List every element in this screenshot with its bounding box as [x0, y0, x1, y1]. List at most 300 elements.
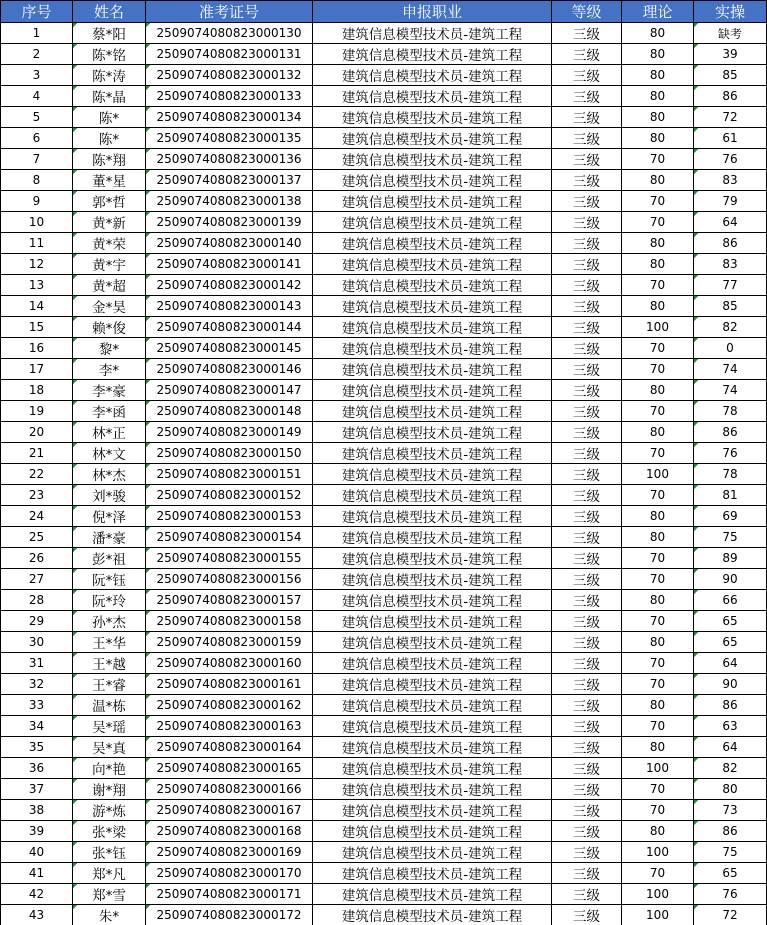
cell-practical: 75: [694, 842, 767, 863]
cell-occupation: 建筑信息模型技术员-建筑工程: [313, 779, 552, 800]
cell-practical: 78: [694, 464, 767, 485]
cell-exam-id: 2509074080823000155: [146, 548, 313, 569]
cell-occupation: 建筑信息模型技术员-建筑工程: [313, 506, 552, 527]
cell-occupation: 建筑信息模型技术员-建筑工程: [313, 338, 552, 359]
cell-practical: 79: [694, 191, 767, 212]
cell-occupation: 建筑信息模型技术员-建筑工程: [313, 44, 552, 65]
cell-practical: 64: [694, 737, 767, 758]
cell-theory: 100: [622, 464, 694, 485]
cell-practical: 0: [694, 338, 767, 359]
cell-level: 三级: [552, 149, 622, 170]
cell-theory: 80: [622, 296, 694, 317]
cell-occupation: 建筑信息模型技术员-建筑工程: [313, 128, 552, 149]
cell-exam-id: 2509074080823000160: [146, 653, 313, 674]
cell-name: 陈*翔: [73, 149, 146, 170]
table-row: [1, 548, 767, 569]
header-seq: 序号: [1, 1, 73, 23]
cell-seq: 31: [1, 653, 73, 674]
cell-theory: 80: [622, 737, 694, 758]
cell-theory: 70: [622, 716, 694, 737]
cell-seq: 9: [1, 191, 73, 212]
cell-exam-id: 2509074080823000146: [146, 359, 313, 380]
cell-exam-id: 2509074080823000153: [146, 506, 313, 527]
cell-occupation: 建筑信息模型技术员-建筑工程: [313, 464, 552, 485]
cell-occupation: 建筑信息模型技术员-建筑工程: [313, 422, 552, 443]
cell-occupation: 建筑信息模型技术员-建筑工程: [313, 65, 552, 86]
table-row: [1, 212, 767, 233]
cell-seq: 23: [1, 485, 73, 506]
cell-exam-id: 2509074080823000157: [146, 590, 313, 611]
cell-name: 黄*宇: [73, 254, 146, 275]
table-row: [1, 254, 767, 275]
table-row: [1, 653, 767, 674]
table-body: [1, 23, 767, 925]
cell-level: 三级: [552, 548, 622, 569]
cell-exam-id: 2509074080823000140: [146, 233, 313, 254]
cell-seq: 38: [1, 800, 73, 821]
cell-seq: 34: [1, 716, 73, 737]
cell-practical: 64: [694, 212, 767, 233]
cell-level: 三级: [552, 842, 622, 863]
cell-occupation: 建筑信息模型技术员-建筑工程: [313, 23, 552, 44]
cell-level: 三级: [552, 821, 622, 842]
cell-practical: 65: [694, 611, 767, 632]
cell-level: 三级: [552, 884, 622, 905]
cell-occupation: 建筑信息模型技术员-建筑工程: [313, 254, 552, 275]
cell-name: 吴*真: [73, 737, 146, 758]
cell-practical: 89: [694, 548, 767, 569]
cell-occupation: 建筑信息模型技术员-建筑工程: [313, 842, 552, 863]
cell-theory: 80: [622, 590, 694, 611]
cell-practical: 39: [694, 44, 767, 65]
cell-theory: 70: [622, 401, 694, 422]
cell-name: 彭*祖: [73, 548, 146, 569]
cell-occupation: 建筑信息模型技术员-建筑工程: [313, 296, 552, 317]
cell-exam-id: 2509074080823000136: [146, 149, 313, 170]
cell-theory: 80: [622, 632, 694, 653]
cell-seq: 7: [1, 149, 73, 170]
cell-theory: 80: [622, 107, 694, 128]
cell-level: 三级: [552, 695, 622, 716]
cell-exam-id: 2509074080823000159: [146, 632, 313, 653]
cell-level: 三级: [552, 191, 622, 212]
cell-theory: 70: [622, 212, 694, 233]
cell-level: 三级: [552, 464, 622, 485]
cell-level: 三级: [552, 422, 622, 443]
cell-seq: 10: [1, 212, 73, 233]
cell-practical: 76: [694, 443, 767, 464]
table-row: [1, 905, 767, 925]
cell-level: 三级: [552, 905, 622, 925]
cell-name: 阮*玲: [73, 590, 146, 611]
cell-theory: 70: [622, 359, 694, 380]
cell-occupation: 建筑信息模型技术员-建筑工程: [313, 359, 552, 380]
table-row: [1, 338, 767, 359]
cell-practical: 76: [694, 884, 767, 905]
cell-seq: 5: [1, 107, 73, 128]
cell-theory: 70: [622, 149, 694, 170]
cell-level: 三级: [552, 443, 622, 464]
header-theory: 理论: [622, 1, 694, 23]
cell-seq: 19: [1, 401, 73, 422]
cell-name: 王*华: [73, 632, 146, 653]
cell-occupation: 建筑信息模型技术员-建筑工程: [313, 275, 552, 296]
cell-exam-id: 2509074080823000139: [146, 212, 313, 233]
table-row: [1, 485, 767, 506]
cell-practical: 86: [694, 695, 767, 716]
cell-name: 向*艳: [73, 758, 146, 779]
cell-exam-id: 2509074080823000147: [146, 380, 313, 401]
cell-name: 陈*晶: [73, 86, 146, 107]
cell-seq: 20: [1, 422, 73, 443]
cell-exam-id: 2509074080823000161: [146, 674, 313, 695]
table-row: [1, 380, 767, 401]
cell-level: 三级: [552, 317, 622, 338]
cell-exam-id: 2509074080823000151: [146, 464, 313, 485]
cell-occupation: 建筑信息模型技术员-建筑工程: [313, 317, 552, 338]
cell-level: 三级: [552, 128, 622, 149]
cell-exam-id: 2509074080823000142: [146, 275, 313, 296]
cell-level: 三级: [552, 653, 622, 674]
cell-exam-id: 2509074080823000165: [146, 758, 313, 779]
table-row: [1, 296, 767, 317]
cell-exam-id: 2509074080823000137: [146, 170, 313, 191]
cell-name: 陈*: [73, 107, 146, 128]
cell-practical: 74: [694, 359, 767, 380]
cell-name: 陈*: [73, 128, 146, 149]
cell-occupation: 建筑信息模型技术员-建筑工程: [313, 905, 552, 925]
table-row: [1, 464, 767, 485]
cell-level: 三级: [552, 170, 622, 191]
cell-seq: 6: [1, 128, 73, 149]
cell-practical: 72: [694, 905, 767, 925]
cell-occupation: 建筑信息模型技术员-建筑工程: [313, 632, 552, 653]
cell-exam-id: 2509074080823000135: [146, 128, 313, 149]
cell-occupation: 建筑信息模型技术员-建筑工程: [313, 548, 552, 569]
cell-level: 三级: [552, 758, 622, 779]
cell-exam-id: 2509074080823000164: [146, 737, 313, 758]
cell-theory: 80: [622, 23, 694, 44]
cell-exam-id: 2509074080823000168: [146, 821, 313, 842]
table-row: [1, 527, 767, 548]
cell-exam-id: 2509074080823000130: [146, 23, 313, 44]
cell-seq: 11: [1, 233, 73, 254]
cell-name: 谢*翔: [73, 779, 146, 800]
table-row: [1, 443, 767, 464]
cell-exam-id: 2509074080823000162: [146, 695, 313, 716]
cell-level: 三级: [552, 254, 622, 275]
cell-occupation: 建筑信息模型技术员-建筑工程: [313, 233, 552, 254]
cell-seq: 26: [1, 548, 73, 569]
cell-practical: 85: [694, 296, 767, 317]
cell-level: 三级: [552, 506, 622, 527]
cell-theory: 70: [622, 191, 694, 212]
cell-occupation: 建筑信息模型技术员-建筑工程: [313, 170, 552, 191]
cell-name: 李*: [73, 359, 146, 380]
table-row: [1, 632, 767, 653]
cell-seq: 29: [1, 611, 73, 632]
cell-seq: 27: [1, 569, 73, 590]
cell-seq: 39: [1, 821, 73, 842]
cell-name: 黄*荣: [73, 233, 146, 254]
cell-seq: 12: [1, 254, 73, 275]
cell-seq: 16: [1, 338, 73, 359]
table-row: [1, 107, 767, 128]
cell-seq: 15: [1, 317, 73, 338]
cell-exam-id: 2509074080823000170: [146, 863, 313, 884]
cell-occupation: 建筑信息模型技术员-建筑工程: [313, 590, 552, 611]
cell-level: 三级: [552, 296, 622, 317]
cell-seq: 17: [1, 359, 73, 380]
cell-seq: 37: [1, 779, 73, 800]
cell-exam-id: 2509074080823000138: [146, 191, 313, 212]
cell-theory: 100: [622, 905, 694, 925]
cell-name: 孙*杰: [73, 611, 146, 632]
cell-practical: 85: [694, 65, 767, 86]
cell-exam-id: 2509074080823000143: [146, 296, 313, 317]
cell-practical: 82: [694, 758, 767, 779]
cell-name: 郑*雪: [73, 884, 146, 905]
cell-seq: 24: [1, 506, 73, 527]
cell-seq: 36: [1, 758, 73, 779]
cell-theory: 100: [622, 317, 694, 338]
cell-theory: 70: [622, 779, 694, 800]
cell-name: 赖*俊: [73, 317, 146, 338]
table-row: [1, 737, 767, 758]
cell-seq: 1: [1, 23, 73, 44]
cell-level: 三级: [552, 212, 622, 233]
cell-occupation: 建筑信息模型技术员-建筑工程: [313, 527, 552, 548]
cell-theory: 70: [622, 863, 694, 884]
cell-seq: 14: [1, 296, 73, 317]
cell-theory: 70: [622, 569, 694, 590]
table-row: [1, 149, 767, 170]
cell-practical: 缺考: [694, 23, 767, 44]
cell-practical: 86: [694, 422, 767, 443]
cell-name: 张*钰: [73, 842, 146, 863]
cell-exam-id: 2509074080823000163: [146, 716, 313, 737]
cell-theory: 70: [622, 548, 694, 569]
cell-level: 三级: [552, 632, 622, 653]
table-row: [1, 317, 767, 338]
table-row: [1, 191, 767, 212]
cell-name: 董*星: [73, 170, 146, 191]
cell-theory: 70: [622, 443, 694, 464]
cell-name: 郭*哲: [73, 191, 146, 212]
cell-name: 张*梁: [73, 821, 146, 842]
table-row: [1, 506, 767, 527]
cell-level: 三级: [552, 107, 622, 128]
cell-level: 三级: [552, 401, 622, 422]
cell-occupation: 建筑信息模型技术员-建筑工程: [313, 884, 552, 905]
cell-exam-id: 2509074080823000152: [146, 485, 313, 506]
cell-exam-id: 2509074080823000154: [146, 527, 313, 548]
cell-theory: 80: [622, 695, 694, 716]
cell-practical: 69: [694, 506, 767, 527]
cell-theory: 70: [622, 338, 694, 359]
cell-seq: 42: [1, 884, 73, 905]
cell-practical: 81: [694, 485, 767, 506]
cell-exam-id: 2509074080823000144: [146, 317, 313, 338]
cell-practical: 75: [694, 527, 767, 548]
cell-level: 三级: [552, 716, 622, 737]
cell-seq: 22: [1, 464, 73, 485]
table-row: [1, 716, 767, 737]
table-row: [1, 884, 767, 905]
cell-occupation: 建筑信息模型技术员-建筑工程: [313, 569, 552, 590]
table-row: [1, 821, 767, 842]
header-level: 等级: [552, 1, 622, 23]
cell-occupation: 建筑信息模型技术员-建筑工程: [313, 863, 552, 884]
cell-exam-id: 2509074080823000148: [146, 401, 313, 422]
cell-level: 三级: [552, 611, 622, 632]
cell-name: 郑*凡: [73, 863, 146, 884]
cell-exam-id: 2509074080823000141: [146, 254, 313, 275]
cell-exam-id: 2509074080823000167: [146, 800, 313, 821]
cell-practical: 86: [694, 233, 767, 254]
cell-theory: 80: [622, 65, 694, 86]
cell-name: 倪*泽: [73, 506, 146, 527]
cell-seq: 41: [1, 863, 73, 884]
table-row: [1, 611, 767, 632]
cell-level: 三级: [552, 23, 622, 44]
cell-seq: 13: [1, 275, 73, 296]
cell-occupation: 建筑信息模型技术员-建筑工程: [313, 107, 552, 128]
cell-level: 三级: [552, 338, 622, 359]
table-row: [1, 800, 767, 821]
cell-theory: 80: [622, 170, 694, 191]
cell-exam-id: 2509074080823000150: [146, 443, 313, 464]
cell-level: 三级: [552, 737, 622, 758]
cell-level: 三级: [552, 800, 622, 821]
cell-occupation: 建筑信息模型技术员-建筑工程: [313, 695, 552, 716]
cell-name: 阮*钰: [73, 569, 146, 590]
cell-occupation: 建筑信息模型技术员-建筑工程: [313, 674, 552, 695]
cell-level: 三级: [552, 380, 622, 401]
cell-name: 黄*新: [73, 212, 146, 233]
table-row: [1, 128, 767, 149]
cell-occupation: 建筑信息模型技术员-建筑工程: [313, 653, 552, 674]
cell-seq: 35: [1, 737, 73, 758]
cell-name: 王*越: [73, 653, 146, 674]
cell-level: 三级: [552, 86, 622, 107]
cell-name: 黎*: [73, 338, 146, 359]
cell-theory: 70: [622, 485, 694, 506]
cell-exam-id: 2509074080823000134: [146, 107, 313, 128]
cell-practical: 90: [694, 569, 767, 590]
cell-seq: 25: [1, 527, 73, 548]
cell-theory: 80: [622, 422, 694, 443]
cell-practical: 66: [694, 590, 767, 611]
cell-level: 三级: [552, 674, 622, 695]
table-row: [1, 758, 767, 779]
cell-practical: 72: [694, 107, 767, 128]
cell-theory: 80: [622, 233, 694, 254]
cell-exam-id: 2509074080823000172: [146, 905, 313, 925]
cell-practical: 65: [694, 863, 767, 884]
cell-practical: 73: [694, 800, 767, 821]
cell-name: 金*昊: [73, 296, 146, 317]
cell-theory: 100: [622, 758, 694, 779]
cell-practical: 78: [694, 401, 767, 422]
cell-practical: 76: [694, 149, 767, 170]
table-row: [1, 569, 767, 590]
cell-occupation: 建筑信息模型技术员-建筑工程: [313, 212, 552, 233]
cell-theory: 80: [622, 128, 694, 149]
cell-exam-id: 2509074080823000131: [146, 44, 313, 65]
cell-name: 潘*豪: [73, 527, 146, 548]
cell-exam-id: 2509074080823000156: [146, 569, 313, 590]
cell-name: 游*炼: [73, 800, 146, 821]
table-row: [1, 170, 767, 191]
cell-practical: 86: [694, 821, 767, 842]
cell-name: 林*杰: [73, 464, 146, 485]
cell-name: 朱*: [73, 905, 146, 925]
cell-occupation: 建筑信息模型技术员-建筑工程: [313, 485, 552, 506]
cell-seq: 30: [1, 632, 73, 653]
cell-theory: 100: [622, 842, 694, 863]
cell-practical: 65: [694, 632, 767, 653]
cell-theory: 80: [622, 44, 694, 65]
cell-theory: 70: [622, 674, 694, 695]
cell-theory: 70: [622, 653, 694, 674]
cell-exam-id: 2509074080823000169: [146, 842, 313, 863]
cell-level: 三级: [552, 275, 622, 296]
header-exam-id: 准考证号: [146, 1, 313, 23]
cell-practical: 83: [694, 170, 767, 191]
cell-seq: 32: [1, 674, 73, 695]
header-row: [1, 1, 767, 23]
table-row: [1, 422, 767, 443]
cell-level: 三级: [552, 779, 622, 800]
cell-practical: 82: [694, 317, 767, 338]
cell-exam-id: 2509074080823000132: [146, 65, 313, 86]
table-row: [1, 44, 767, 65]
cell-theory: 80: [622, 86, 694, 107]
cell-level: 三级: [552, 65, 622, 86]
cell-practical: 83: [694, 254, 767, 275]
cell-seq: 33: [1, 695, 73, 716]
table-row: [1, 842, 767, 863]
cell-exam-id: 2509074080823000171: [146, 884, 313, 905]
cell-theory: 70: [622, 275, 694, 296]
table-row: [1, 863, 767, 884]
cell-exam-id: 2509074080823000166: [146, 779, 313, 800]
cell-theory: 80: [622, 380, 694, 401]
cell-level: 三级: [552, 569, 622, 590]
cell-name: 温*栋: [73, 695, 146, 716]
cell-practical: 64: [694, 653, 767, 674]
cell-level: 三级: [552, 44, 622, 65]
cell-theory: 80: [622, 821, 694, 842]
cell-practical: 90: [694, 674, 767, 695]
cell-name: 陈*涛: [73, 65, 146, 86]
cell-name: 刘*骏: [73, 485, 146, 506]
cell-level: 三级: [552, 527, 622, 548]
table-row: [1, 695, 767, 716]
cell-seq: 3: [1, 65, 73, 86]
cell-practical: 80: [694, 779, 767, 800]
cell-seq: 43: [1, 905, 73, 925]
cell-occupation: 建筑信息模型技术员-建筑工程: [313, 380, 552, 401]
cell-seq: 28: [1, 590, 73, 611]
cell-name: 王*睿: [73, 674, 146, 695]
cell-theory: 70: [622, 611, 694, 632]
cell-occupation: 建筑信息模型技术员-建筑工程: [313, 716, 552, 737]
header-practical: 实操: [694, 1, 767, 23]
table-row: [1, 590, 767, 611]
table-row: [1, 23, 767, 44]
